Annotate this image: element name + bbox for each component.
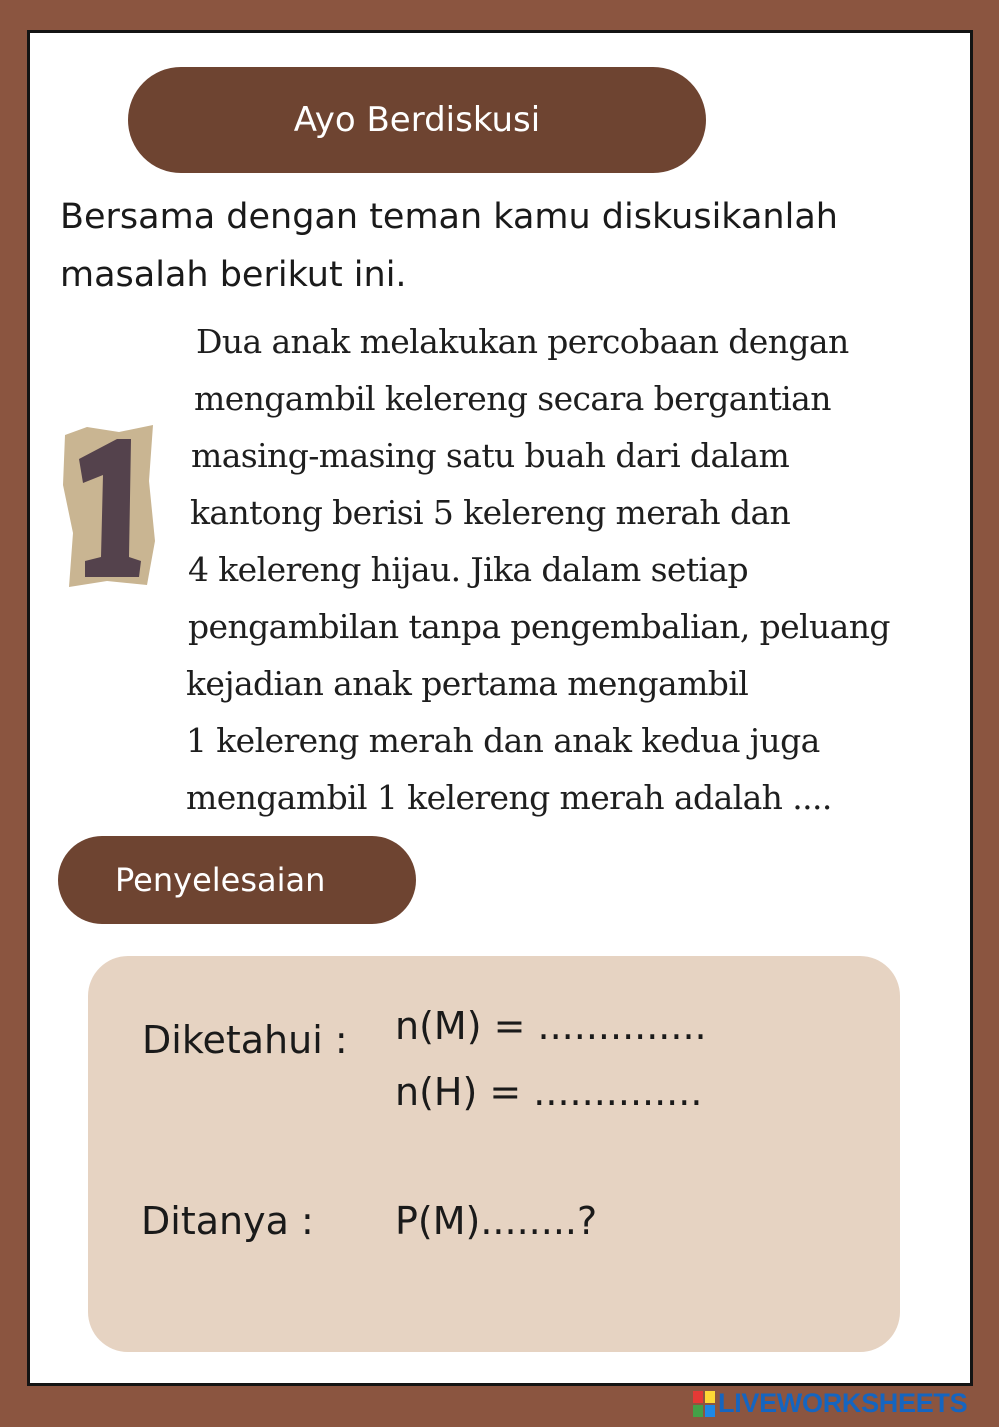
problem-line: Dua anak melakukan percobaan dengan bbox=[196, 322, 849, 361]
intro-line: Bersama dengan teman kamu diskusikanlah bbox=[60, 197, 838, 237]
n-h-answer-field[interactable]: n(H) = .............. bbox=[395, 1070, 703, 1114]
answer-box bbox=[88, 956, 900, 1352]
problem-text bbox=[186, 313, 956, 826]
brand-name: LIVEWORKSHEETS bbox=[718, 1388, 968, 1418]
problem-line: pengambilan tanpa pengembalian, peluang bbox=[188, 607, 890, 646]
problem-line: masing-masing satu buah dari dalam bbox=[191, 436, 790, 475]
title-banner bbox=[128, 67, 706, 173]
intro-text bbox=[60, 188, 940, 304]
worksheet-page bbox=[27, 30, 973, 1386]
solution-banner bbox=[58, 836, 416, 924]
problem-line: mengambil kelereng secara bergantian bbox=[194, 379, 831, 418]
problem-number-badge bbox=[57, 423, 157, 587]
liveworksheets-brand bbox=[693, 1388, 967, 1419]
problem-line: 4 kelereng hijau. Jika dalam setiap bbox=[188, 550, 749, 589]
intro-line: masalah berikut ini. bbox=[60, 255, 407, 295]
liveworksheets-logo-icon bbox=[693, 1391, 715, 1417]
problem-line: 1 kelereng merah dan anak kedua juga bbox=[186, 721, 820, 760]
asked-label: Ditanya : bbox=[141, 1199, 314, 1243]
p-m-answer-field[interactable]: P(M)........? bbox=[395, 1199, 598, 1243]
problem-line: kantong berisi 5 kelereng merah dan bbox=[190, 493, 791, 532]
problem-line: mengambil 1 kelereng merah adalah .... bbox=[186, 778, 832, 817]
problem-line: kejadian anak pertama mengambil bbox=[186, 664, 749, 703]
solution-title: Penyelesaian bbox=[115, 861, 326, 899]
page-title: Ayo Berdiskusi bbox=[293, 100, 541, 140]
known-label: Diketahui : bbox=[142, 1018, 348, 1062]
n-m-answer-field[interactable]: n(M) = .............. bbox=[395, 1004, 707, 1048]
